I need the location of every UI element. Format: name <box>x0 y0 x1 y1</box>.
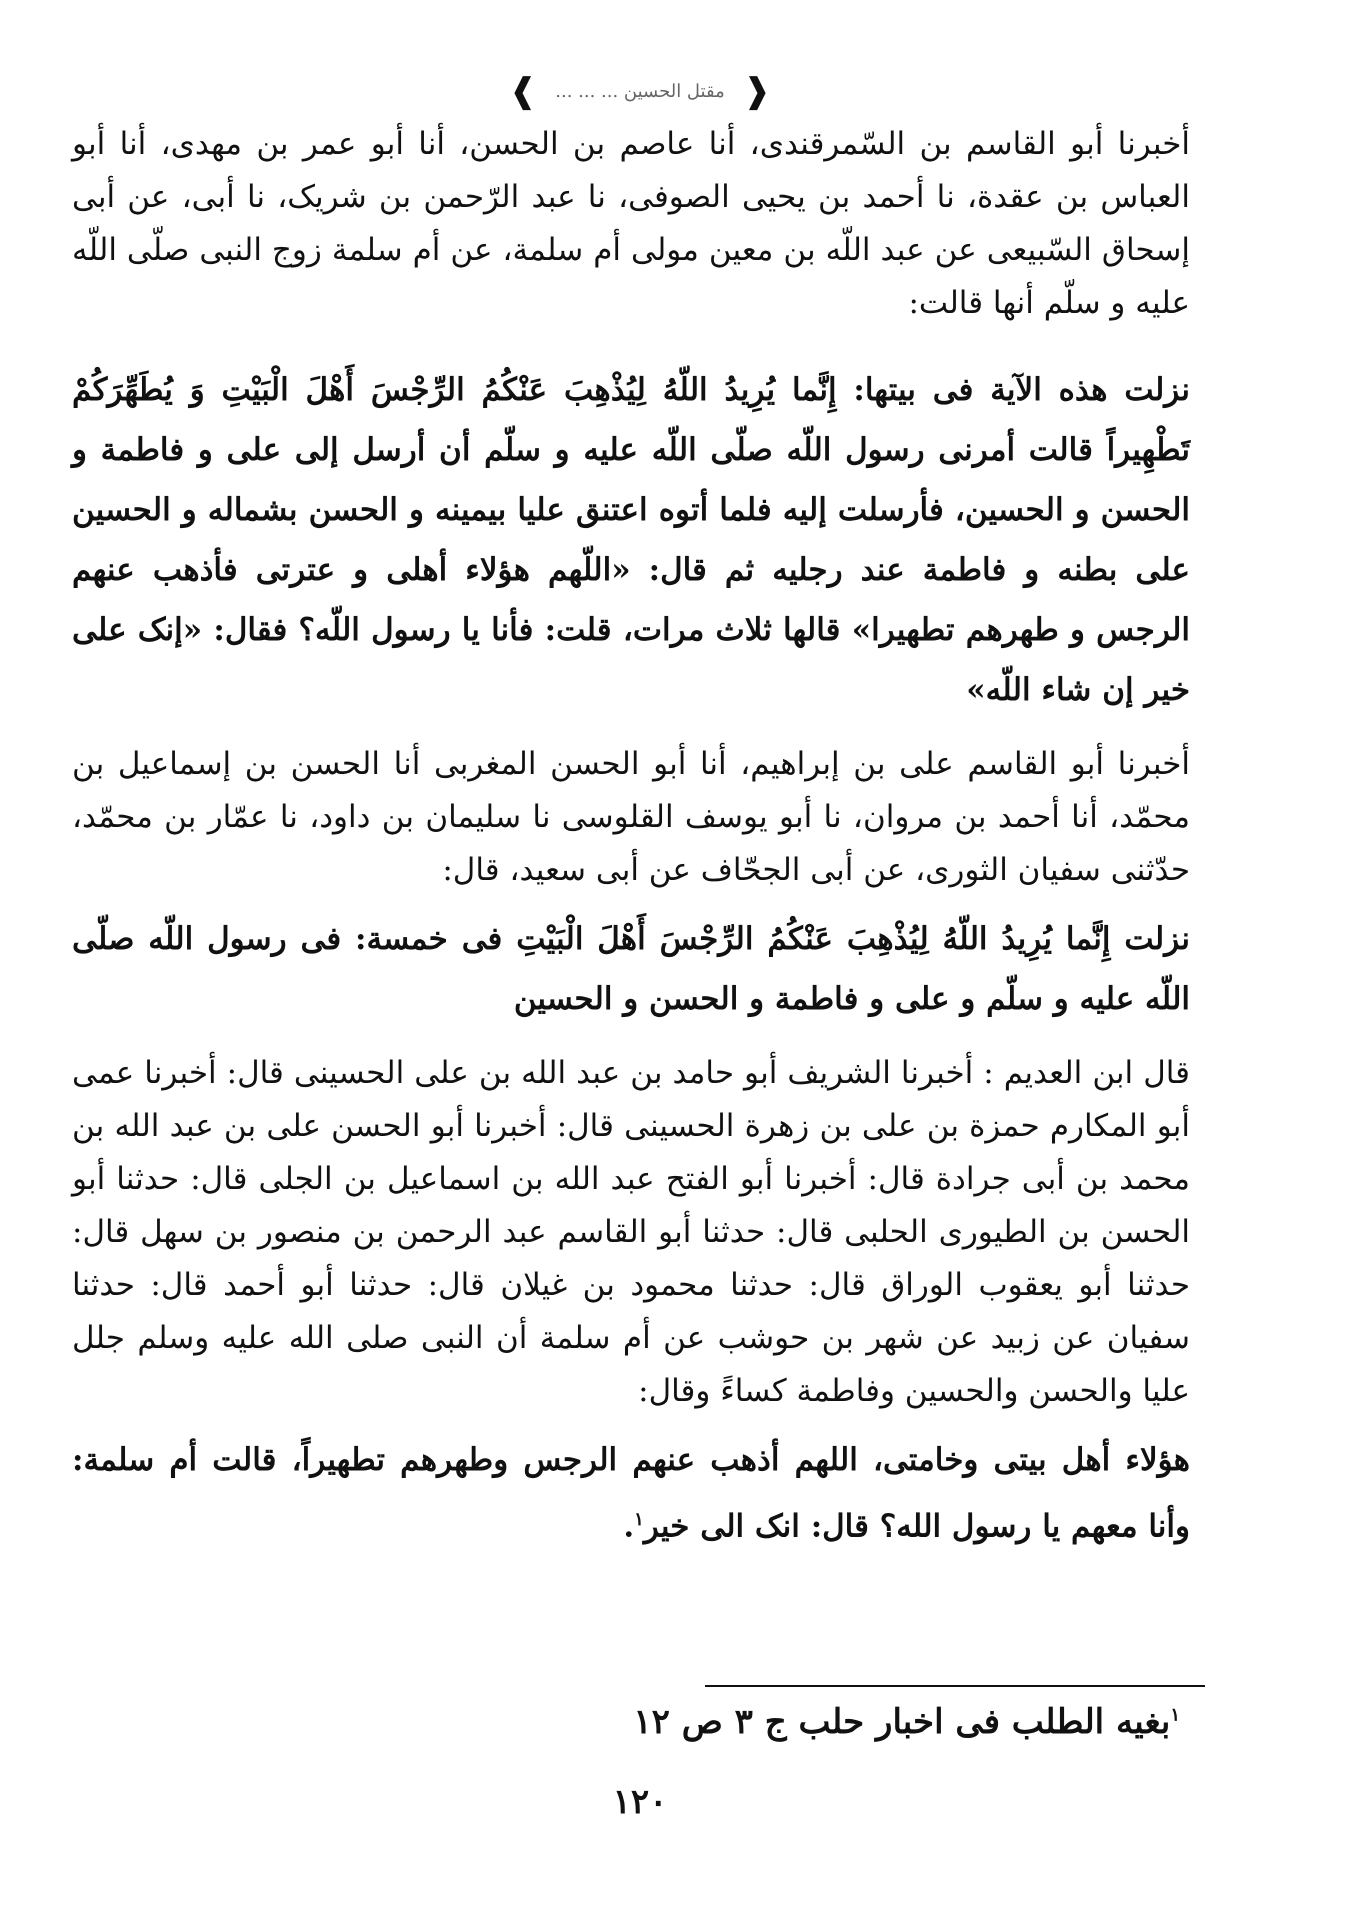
footnote-divider <box>705 1685 1205 1687</box>
hadith-chain-2: أخبرنا أبو القاسم علی بن إبراهیم، أنا أبو الحسن المغربی أنا الحسن بن إسماعیل بن محمّد، أنا أحمد بن مروان، نا أبو یوسف القلوسی نا سلیمان بن داود، نا عمّار بن محمّد، حدّثنی سفیان الثوری، عن أبی الجحّاف عن أبی سعید، قال: <box>72 746 1190 888</box>
running-header: مقتل الحسین ... ... ... <box>555 80 725 102</box>
hadith-text-3-body: هؤلاء أهل بیتی وخامتی، اللهم أذهب عنهم الرجس وطهرهم تطهیراً، قالت أم سلمة: وأنا معهم یا رسول الله؟ قال: انک الی خیر <box>72 1442 1190 1545</box>
spacer <box>72 720 1190 738</box>
spacer <box>72 1029 1190 1047</box>
page-header <box>405 70 875 112</box>
hadith-text-2: نزلت إِنَّما یُرِیدُ اللّهُ لِیُذْهِبَ عَنْکُمُ الرِّجْسَ أَهْلَ الْبَیْتِ فی خمسة: فی رسول اللّه صلّی اللّه علیه و سلّم و علی و فاطمة و الحسن و الحسین <box>72 921 1190 1017</box>
left-ornament: ❰ <box>742 71 772 111</box>
footnote <box>620 1700 1180 1744</box>
page-number: ١٢٠ <box>612 1782 668 1822</box>
spacer <box>72 330 1190 348</box>
footnote-reference: ١ <box>634 1509 644 1530</box>
hadith-chain-1: أخبرنا أبو القاسم بن السّمرقندی، أنا عاصم بن الحسن، أنا أبو عمر بن مهدی، أنا أبو العباس بن عقدة، نا أحمد بن یحیی الصوفی، نا عبد الرّحمن بن شریک، نا أبی، عن أبی إسحاق السّبیعی عن عبد اللّه بن معین مولی أم سلمة، عن أم سلمة زوج النبی صلّی اللّه علیه و سلّم أنها قالت: <box>72 126 1190 321</box>
main-content <box>72 118 1190 1556</box>
footnote-marker: ١ <box>1170 1704 1180 1726</box>
hadith-text-3: هؤلاء أهل بیتی وخامتی، اللهم أذهب عنهم الرجس وطهرهم تطهیراً، قالت أم سلمة: وأنا معهم یا رسول الله؟ قال: انک الی خیر$^١$. <box>72 1442 1190 1545</box>
hadith-text-1: نزلت هذه الآیة فی بیتها: إِنَّما یُرِیدُ اللّهُ لِیُذْهِبَ عَنْکُمُ الرِّجْسَ أَهْلَ الْبَیْتِ وَ یُطَهِّرَکُمْ تَطْهِیراً قالت أمرنی رسول اللّه صلّی اللّه علیه و سلّم أن أرسل إلی علی و فاطمة و الحسن و الحسین، فأرسلت إلیه فلما أتوه اعتنق علیا بیمینه و الحسن بشماله و الحسین علی بطنه و فاطمة عند رجلیه ثم قال: «اللّهم هؤلاء أهلی و عترتی فأذهب عنهم الرجس و طهرهم تطهیرا» قالها ثلاث مرات، قلت: فأنا یا رسول اللّه؟ فقال: «إنک علی خیر إن شاء اللّه» <box>72 372 1190 708</box>
right-ornament: ❱ <box>508 71 538 111</box>
hadith-chain-3: قال ابن العدیم : أخبرنا الشریف أبو حامد بن عبد الله بن علی الحسینی قال: أخبرنا عمی أبو المکارم حمزة بن علی بن زهرة الحسینی قال: أخبرنا أبو الحسن علی بن عبد الله بن محمد بن أبی جرادة قال: أخبرنا أبو الفتح عبد الله بن اسماعیل بن الجلی قال: حدثنا أبو الحسن بن الطیوری الحلبی قال: حدثنا أبو القاسم عبد الرحمن بن منصور بن سهل قال: حدثنا أبو یعقوب الوراق قال: حدثنا محمود بن غیلان قال: حدثنا أبو أحمد قال: حدثنا سفیان عن زبید عن شهر بن حوشب عن أم سلمة أن النبی صلی الله علیه وسلم جلل علیا والحسن والحسین وفاطمة کساءً وقال: <box>72 1055 1190 1409</box>
footnote-text: بغیه الطلب فی اخبار حلب ج ٣ ص ١٢ <box>633 1702 1171 1742</box>
